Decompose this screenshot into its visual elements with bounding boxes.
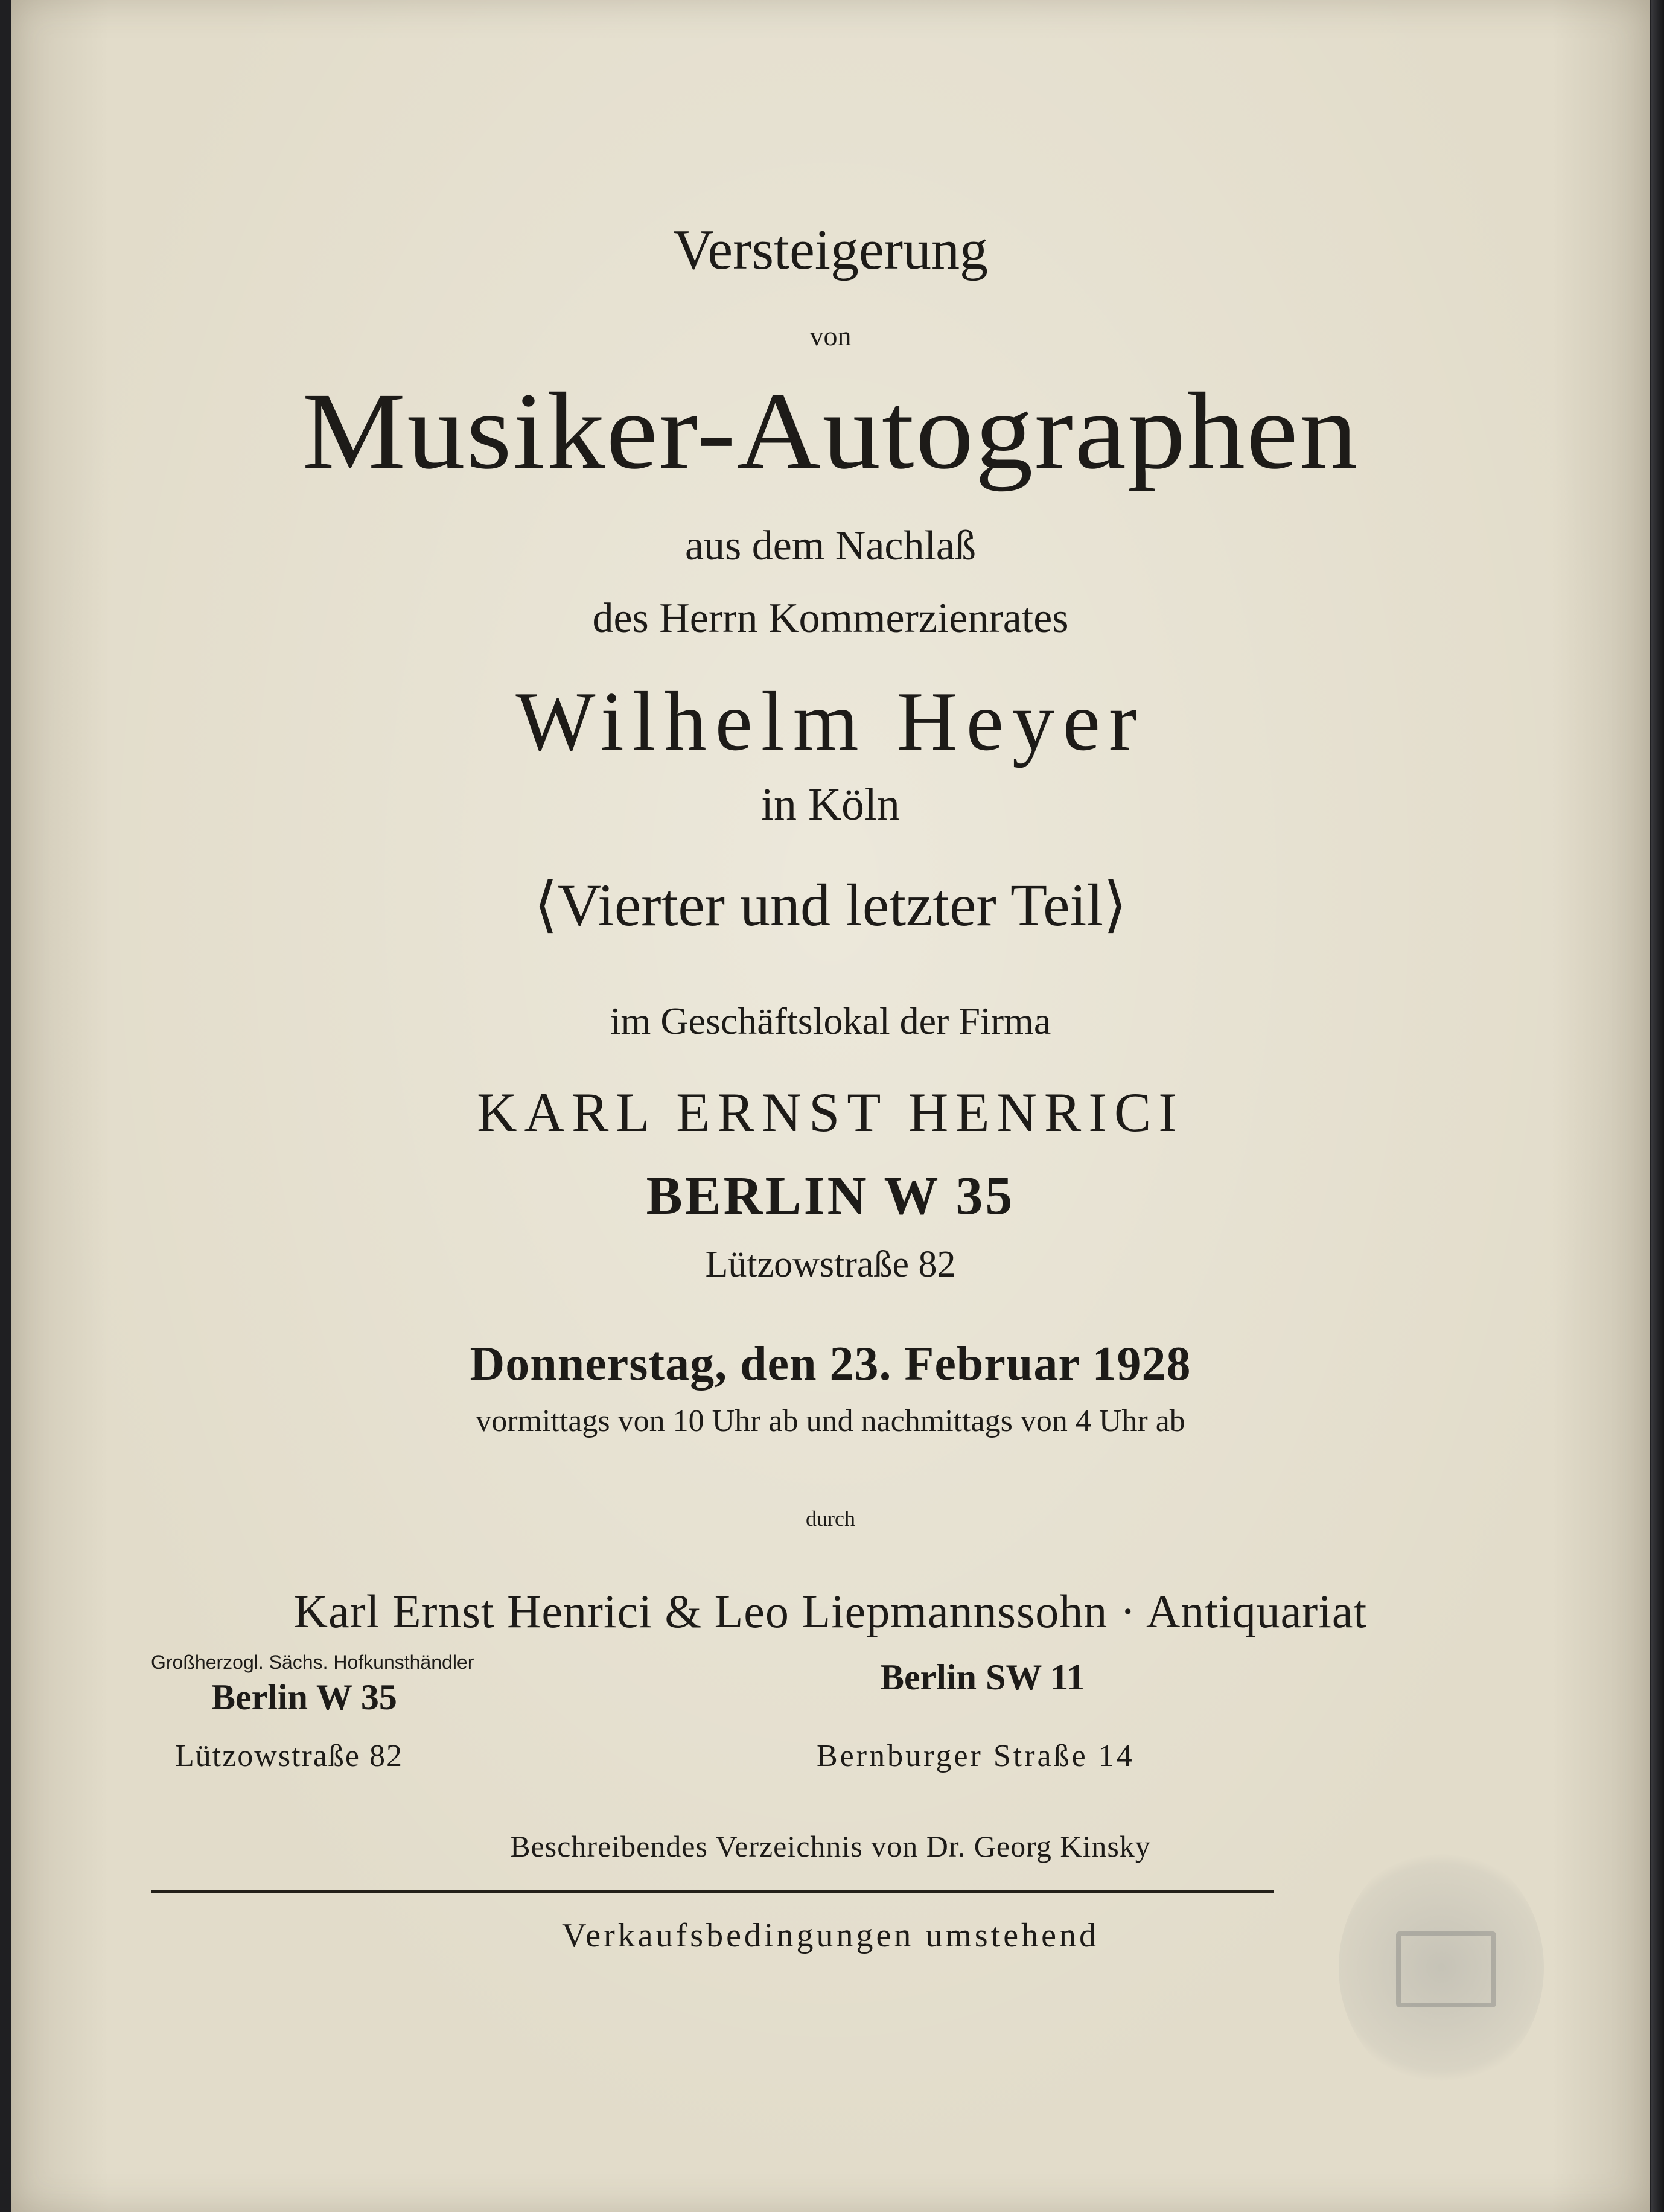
right-dealer-street: Bernburger Straße 14 bbox=[817, 1739, 1135, 1773]
left-dealer-title: Großherzogl. Sächs. Hofkunsthändler bbox=[151, 1651, 474, 1673]
through-label: durch bbox=[806, 1506, 855, 1531]
dealers-line: Karl Ernst Henrici & Leo Liepmannssohn · Antiquariat bbox=[293, 1585, 1368, 1637]
firm-name: KARL ERNST HENRICI bbox=[477, 1082, 1184, 1143]
heading-von: von bbox=[809, 320, 852, 351]
collector-name: Wilhelm Heyer bbox=[515, 675, 1146, 768]
venue-intro: im Geschäftslokal der Firma bbox=[610, 999, 1051, 1042]
right-dealer-city: Berlin SW 11 bbox=[880, 1657, 1085, 1697]
binding-edge bbox=[1651, 0, 1664, 2212]
part-subtitle: ⟨Vierter und letzter Teil⟩ bbox=[534, 872, 1127, 939]
catalog-author: Beschreibendes Verzeichnis von Dr. Georg Kinsky bbox=[510, 1829, 1151, 1863]
firm-street: Lützowstraße 82 bbox=[705, 1244, 956, 1285]
left-dealer-city: Berlin W 35 bbox=[211, 1677, 397, 1717]
heading-versteigerung: Versteigerung bbox=[672, 218, 989, 281]
auction-times: vormittags von 10 Uhr ab und nachmittags von 4 Uhr ab bbox=[476, 1404, 1185, 1438]
divider-rule bbox=[151, 1890, 1274, 1893]
firm-city: BERLIN W 35 bbox=[646, 1166, 1015, 1226]
collector-city: in Köln bbox=[760, 779, 901, 830]
stamp-mark-icon bbox=[1396, 1931, 1496, 2007]
library-stamp bbox=[1339, 1847, 1544, 2088]
estate-line: aus dem Nachlaß bbox=[684, 523, 977, 569]
auction-date: Donnerstag, den 23. Februar 1928 bbox=[470, 1337, 1191, 1391]
catalog-page bbox=[11, 0, 1650, 2212]
left-dealer-street: Lützowstraße 82 bbox=[175, 1739, 404, 1773]
honorific-line: des Herrn Kommerzienrates bbox=[592, 595, 1069, 642]
terms-note: Verkaufsbedingungen umstehend bbox=[562, 1917, 1099, 1954]
main-title: Musiker-Autographen bbox=[302, 371, 1359, 492]
